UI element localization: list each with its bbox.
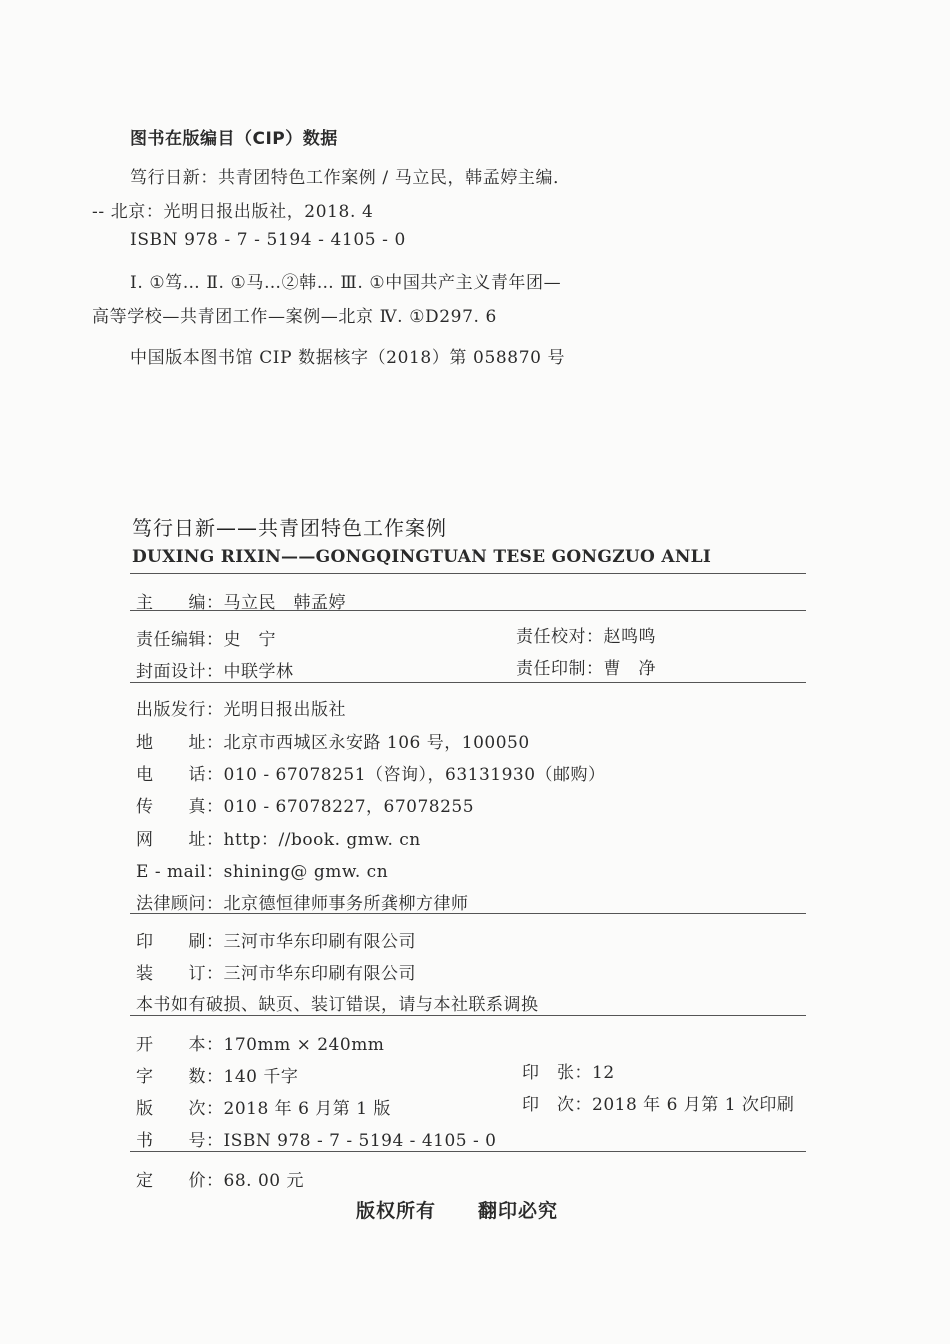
field-label: 印 张： <box>522 1063 592 1083</box>
field-label: 封面设计： <box>136 662 224 682</box>
cip-line: Ⅰ. ①笃… Ⅱ. ①马…②韩… Ⅲ. ①中国共产主义青年团— <box>130 273 562 293</box>
field-label: 书 号： <box>136 1131 224 1151</box>
field-value: 光明日报出版社 <box>223 700 346 720</box>
field-label: 字 数： <box>136 1067 224 1087</box>
field-label: 印 刷： <box>136 932 224 952</box>
book-title-en: DUXING RIXIN——GONGQINGTUAN TESE GONGZUO ANLI <box>132 547 712 567</box>
field-value: 北京市西城区永安路 106 号，100050 <box>223 733 530 753</box>
field-value: 2018 年 6 月第 1 版 <box>223 1099 391 1119</box>
cip-line: 笃行日新：共青团特色工作案例 / 马立民，韩孟婷主编． <box>130 168 571 188</box>
field-value: 2018 年 6 月第 1 次印刷 <box>592 1095 795 1115</box>
field-label: E - mail： <box>136 862 224 882</box>
copyright-notice <box>356 1196 558 1223</box>
publisher-row <box>136 695 346 720</box>
divider <box>130 1015 806 1016</box>
field-label: 开 本： <box>136 1035 224 1055</box>
field-label: 出版发行： <box>136 700 224 720</box>
field-value: 中联学林 <box>223 662 294 682</box>
legal-counsel-row <box>136 889 469 914</box>
field-value: 010 - 67078227，67078255 <box>223 797 475 817</box>
divider <box>130 573 806 574</box>
field-label: 责任印制： <box>516 659 604 679</box>
field-value: 三河市华东印刷有限公司 <box>223 964 416 984</box>
field-label: 传 真： <box>136 797 224 817</box>
cip-line: -- 北京：光明日报出版社，2018. 4 <box>92 202 374 222</box>
field-value: http：//book. gmw. cn <box>223 830 421 850</box>
fax-row <box>136 792 474 817</box>
cip-heading: 图书在版编目（CIP）数据 <box>130 129 338 149</box>
field-value: shining@ gmw. cn <box>223 862 389 882</box>
defect-notice: 本书如有破损、缺页、装订错误，请与本社联系调换 <box>136 995 539 1015</box>
proofreader-row <box>516 622 656 647</box>
responsible-editor-row <box>136 625 276 650</box>
website-row <box>136 825 421 850</box>
field-value: 三河市华东印刷有限公司 <box>223 932 416 952</box>
field-label: 地 址： <box>136 733 224 753</box>
field-label: 网 址： <box>136 830 224 850</box>
field-value: 170mm × 240mm <box>223 1035 385 1055</box>
field-value: 马立民 韩孟婷 <box>223 593 346 613</box>
isbn-row <box>136 1126 496 1151</box>
field-label: 责任编辑： <box>136 630 224 650</box>
cover-design-row <box>136 657 294 682</box>
print-supervisor-row <box>516 654 656 679</box>
field-label: 版 次： <box>136 1099 224 1119</box>
field-value: 曹 净 <box>603 659 656 679</box>
format-row <box>136 1030 384 1055</box>
field-label: 电 话： <box>136 765 224 785</box>
print-sheets-row <box>522 1058 615 1083</box>
field-value: 赵鸣鸣 <box>603 627 656 647</box>
edition-row <box>136 1094 391 1119</box>
address-row <box>136 728 530 753</box>
field-label: 装 订： <box>136 964 224 984</box>
field-value: 12 <box>592 1063 615 1083</box>
field-value: 北京德恒律师事务所龚柳方律师 <box>223 894 469 914</box>
book-title: 笃行日新——共青团特色工作案例 <box>132 516 447 540</box>
price-row <box>136 1166 304 1191</box>
field-label: 主 编： <box>136 593 224 613</box>
word-count-row <box>136 1062 298 1087</box>
field-value: 010 - 67078251（咨询），63131930（邮购） <box>223 765 606 785</box>
field-label: 法律顾问： <box>136 894 224 914</box>
divider <box>130 1151 806 1152</box>
copyright-reserved: 版权所有 <box>356 1200 437 1222</box>
field-value: 140 千字 <box>223 1067 299 1087</box>
field-value: 史 宁 <box>223 630 276 650</box>
phone-row <box>136 760 606 785</box>
divider <box>130 913 806 914</box>
impression-row <box>522 1090 794 1115</box>
field-label: 定 价： <box>136 1171 224 1191</box>
cip-isbn: ISBN 978 - 7 - 5194 - 4105 - 0 <box>130 230 406 250</box>
cip-line: 中国版本图书馆 CIP 数据核字（2018）第 058870 号 <box>130 348 566 368</box>
field-value: 68. 00 元 <box>223 1171 304 1191</box>
binder-row <box>136 959 416 984</box>
cip-line: 高等学校—共青团工作—案例—北京 Ⅳ. ①D297. 6 <box>92 307 497 327</box>
piracy-prohibited: 翻印必究 <box>478 1200 559 1222</box>
email-row <box>136 857 388 882</box>
divider <box>130 682 806 683</box>
printer-row <box>136 927 416 952</box>
field-label: 印 次： <box>522 1095 592 1115</box>
field-label: 责任校对： <box>516 627 604 647</box>
divider <box>130 610 806 611</box>
field-value: ISBN 978 - 7 - 5194 - 4105 - 0 <box>223 1131 497 1151</box>
